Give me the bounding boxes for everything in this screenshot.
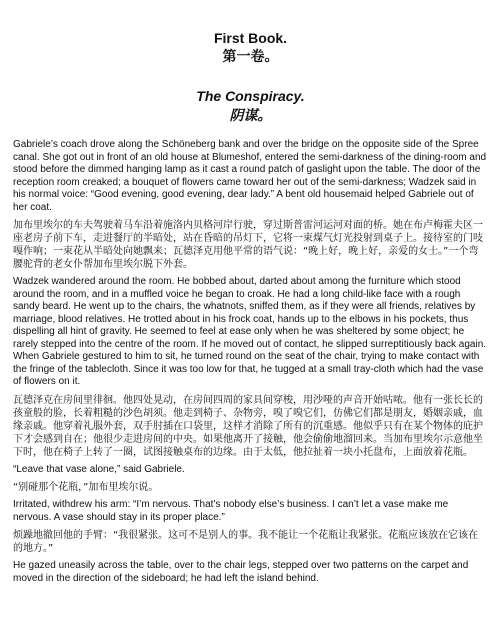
paragraph-zh-1: 加布里埃尔的车夫驾驶着马车沿着施洛内贝格河岸行驶，穿过斯普雷河运河对面的桥。她在布卢梅霍夫区一座老房子前下车，走进餐厅的半暗处，站在昏暗的吊灯下，它将一束煤气灯光投射到桌子上。接待室的门吱嘎作响；一束花从半暗处向她飘来；瓦德泽克用他平常的语气说：“晚上好，晚上好，亲爱的女士。”一个弯腰驼背的老女仆帮加布里埃尔脱下外套。 [13, 220, 483, 270]
document-body [13, 139, 488, 585]
book-title: First Book. [213, 30, 288, 46]
book-title-chinese: 第一卷。 [222, 49, 279, 65]
paragraph-zh-4: 烦躁地撤回他的手臂：“我很紧张。这可不是别人的事。我不能让一个花瓶让我紧张。花瓶应该放在它该在的地方。” [13, 530, 479, 554]
paragraph-en-4: Irritated, withdrew his arm: “I’m nervous. That’s nobody else’s business. I can’t let a vase make me nervous. A vase should stay in its proper place.” [13, 499, 449, 523]
paragraph-en-3: “Leave that vase alone,” said Gabriele. [13, 463, 185, 475]
paragraph-en-1: Gabriele’s coach drove along the Schöneberg bank and over the bridge on the opposite side of the Spree canal. She got out in front of an old house at Blumeshof, entered the semi-darkness of the dining-room and stood before the dimmed hanging lamp as it cast a round patch of gaslight upon the table. The door of the reception room creaked; a bouquet of flowers came toward her out of the semi-darkness; Wadzek said in his normal voice: “Good evening, good evening, dear lady.” A bent old housemaid helped Gabriele out of her coat. [13, 139, 487, 213]
paragraph-en-5: He gazed uneasily across the table, over to the chair legs, stepped over two patterns on the carpet and moved in the direction of the sideboard; he had left the island behind. [13, 560, 469, 584]
paragraph-zh-3: “别碰那个花瓶，”加布里埃尔说。 [13, 482, 159, 493]
paragraph-en-2: Wadzek wandered around the room. He bobbed about, darted about among the furniture which stood around the room, and in a muffled voice he began to croak. He had a long child-like face with a rough sandy beard. He went up to the chairs, the whatnots, sniffed them, as if they were all friends, relatives by marriage, blood relatives. He trotted about in his frock coat, hands up to the elbows in his pockets, thus dispelling all hint of gravity. He seemed to feel at ease only when he was sheltered by some object; he rarely stepped into the centre of the room. If he moved out of contact, he slipped surreptitiously back again. When Gabriele gestured to him to sit, he turned round on the seat of the chair, trying to make contact with the fringe of the tablecloth. Since it was too low for that, he tugged at a small tray-cloth which had the vase of flowers on it. [13, 276, 487, 387]
chapter-title: The Conspiracy. [196, 88, 305, 104]
paragraph-zh-2: 瓦德泽克在房间里徘徊。他四处晃动，在房间四周的家具间穿梭，用沙哑的声音开始咕哝。他有一张长长的孩童般的脸，长着粗糙的沙色胡须。他走到椅子、杂物旁，嗅了嗅它们，仿佛它们都是朋友，婚姻亲戚，血缘亲戚。他穿着礼服外套，双手肘插在口袋里，这样才消除了所有的沉重感。他似乎只有在某个物体的庇护下才会感到自在；他很少走进房间的中央。如果他离开了接触，他会偷偷地溜回来。当加布里埃尔示意他坐下时，他在椅子上转了一圈，试图接触桌布的边缘。由于太低，他拉扯着一块小托盘布，上面放着花瓶。 [13, 394, 483, 458]
chapter-title-chinese: 阴谋。 [229, 108, 272, 124]
